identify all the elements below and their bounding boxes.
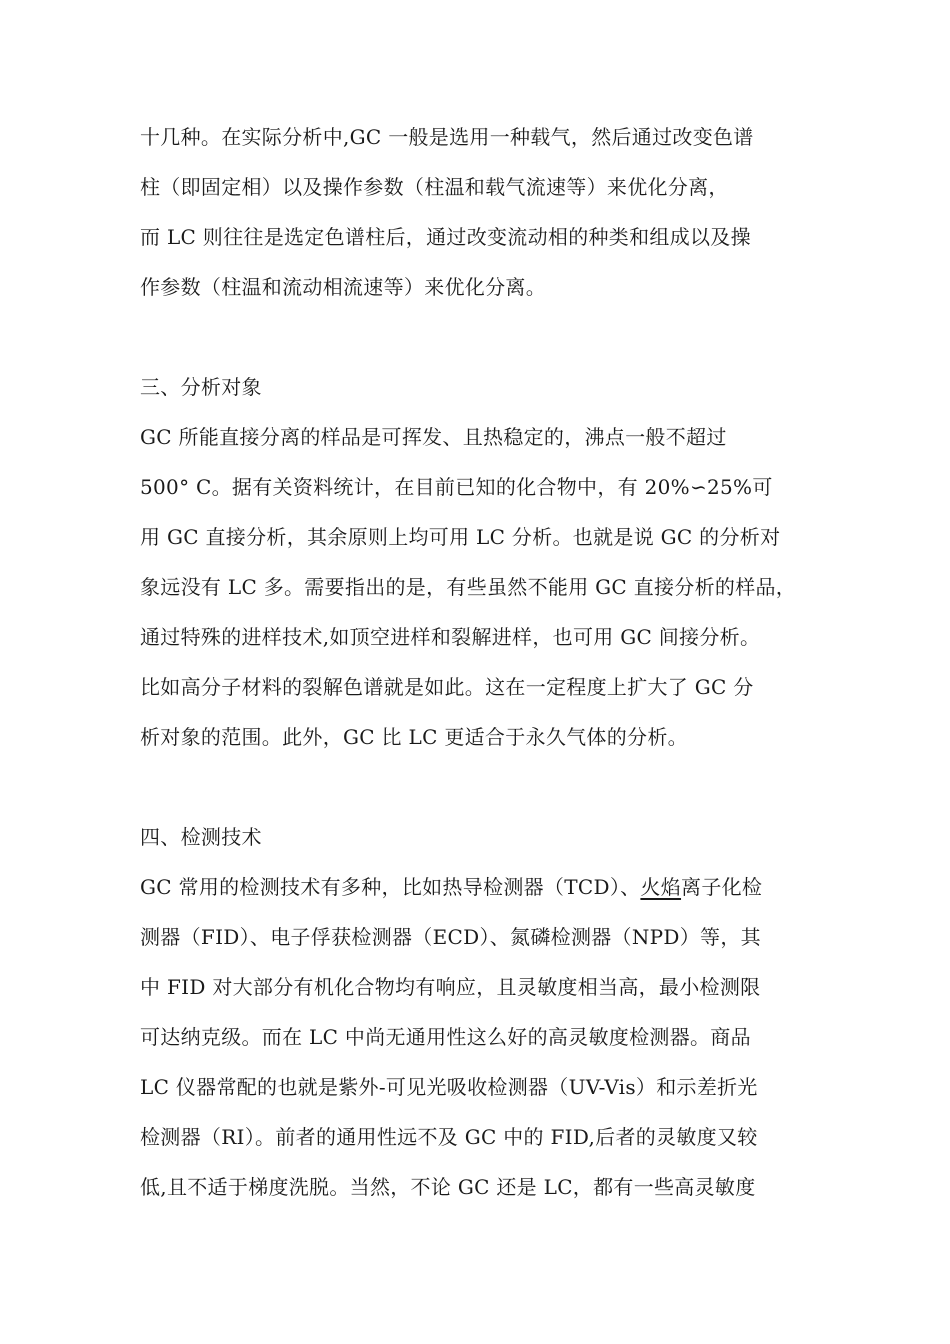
paragraph-line: LC 仪器常配的也就是紫外-可见光吸收检测器（UV-Vis）和示差折光 (140, 1075, 758, 1099)
section-heading-detection-techniques: 四、检测技术 (140, 825, 262, 849)
paragraph-line: 而 LC 则往往是选定色谱柱后，通过改变流动相的种类和组成以及操 (140, 225, 751, 249)
paragraph-text: GC 常用的检测技术有多种，比如热导检测器（TCD）、 (140, 875, 641, 899)
paragraph-line: 500° C。据有关资料统计，在目前已知的化合物中，有 20%∽25%可 (140, 475, 773, 499)
paragraph-line: 用 GC 直接分析，其余原则上均可用 LC 分析。也就是说 GC 的分析对 (140, 525, 781, 549)
paragraph-line: 比如高分子材料的裂解色谱就是如此。这在一定程度上扩大了 GC 分 (140, 675, 754, 699)
paragraph-line (140, 873, 762, 901)
paragraph-line: 柱（即固定相）以及操作参数（柱温和载气流速等）来优化分离， (140, 175, 729, 199)
paragraph-line: 测器（FID）、电子俘获检测器（ECD）、氮磷检测器（NPD）等，其 (140, 925, 761, 949)
paragraph-line: 十几种。在实际分析中,GC 一般是选用一种载气，然后通过改变色谱 (140, 125, 754, 149)
paragraph-line: 低,且不适于梯度洗脱。当然，不论 GC 还是 LC，都有一些高灵敏度 (140, 1175, 756, 1199)
section-heading-analysis-objects: 三、分析对象 (140, 375, 262, 399)
paragraph-line: 象远没有 LC 多。需要指出的是，有些虽然不能用 GC 直接分析的样品， (140, 575, 797, 599)
paragraph-line: 析对象的范围。此外，GC 比 LC 更适合于永久气体的分析。 (140, 725, 688, 749)
paragraph-line: 中 FID 对大部分有机化合物均有响应，且灵敏度相当高，最小检测限 (140, 975, 761, 999)
flame-link[interactable]: 火焰 (640, 875, 682, 899)
paragraph-line: 可达纳克级。而在 LC 中尚无通用性这么好的高灵敏度检测器。商品 (140, 1025, 751, 1049)
paragraph-text: 离子化检 (681, 875, 763, 899)
paragraph-line: 作参数（柱温和流动相流速等）来优化分离。 (140, 275, 546, 299)
paragraph-line: GC 所能直接分离的样品是可挥发、且热稳定的，沸点一般不超过 (140, 425, 727, 449)
paragraph-line: 检测器（RI）。前者的通用性远不及 GC 中的 FID,后者的灵敏度又较 (140, 1125, 758, 1149)
paragraph-line: 通过特殊的进样技术,如顶空进样和裂解进样，也可用 GC 间接分析。 (140, 625, 761, 649)
